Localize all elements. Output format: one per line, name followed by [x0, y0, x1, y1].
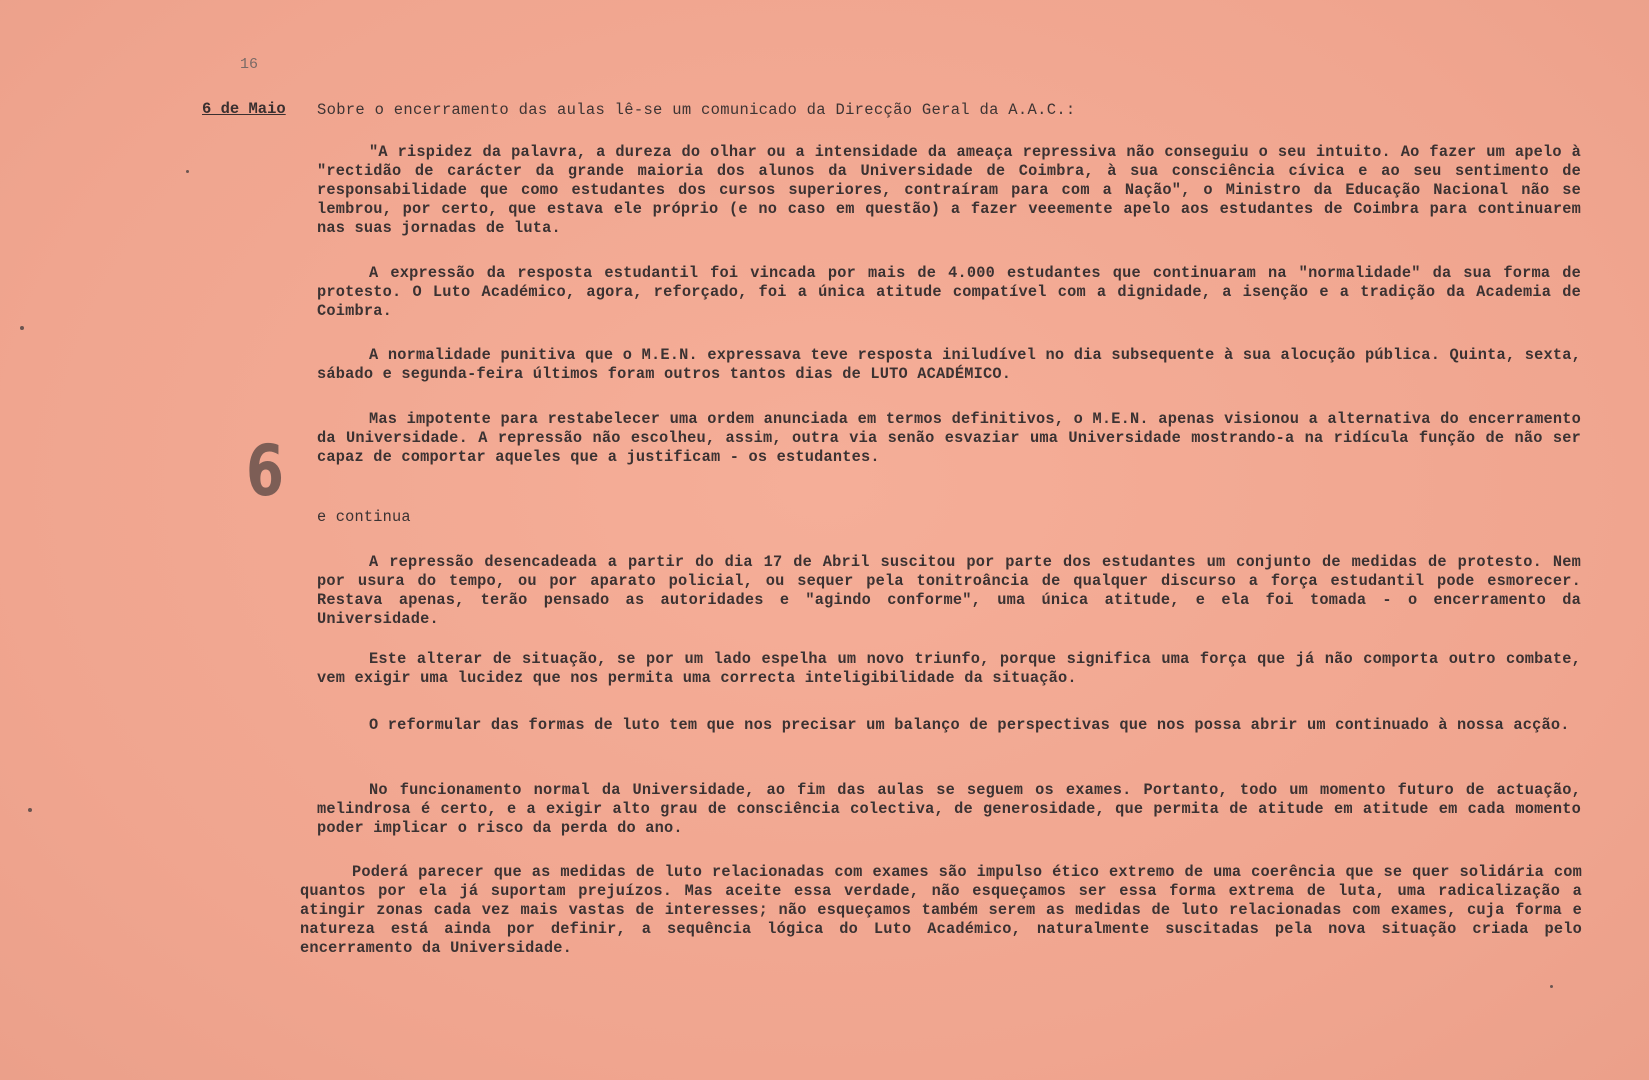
paragraph-5: A repressão desencadeada a partir do dia 17 de Abril suscitou por parte dos estudantes um conjunto de medidas de protesto. Nem por usura do tempo, ou por aparato policial, ou sequer pela tonitroância de qualquer discurso a força estudantil pode esmorecer. Restava apenas, terão pensado as autoridades e "agindo conforme", uma única atitude, e ela foi tomada - o encerramento da Universidade. [317, 553, 1581, 628]
paragraph-4: Mas impotente para restabelecer uma ordem anunciada em termos definitivos, o M.E.N. apenas visionou a alternativa do encerramento da Universidade. A repressão não escolheu, assim, outra via senão esvaziar uma Universidade mostrando-a na ridícula função de não ser capaz de comportar aqueles que a justificam - os estudantes. [317, 410, 1581, 466]
continua-label: e continua [317, 508, 411, 526]
paragraph-6: Este alterar de situação, se por um lado espelha um novo triunfo, porque significa uma força que já não comporta outro combate, vem exigir uma lucidez que nos permita uma correcta inteligibilidade da situação. [317, 650, 1581, 687]
margin-dot [1550, 985, 1553, 988]
date-heading: 6 de Maio [202, 100, 286, 118]
paragraph-3: A normalidade punitiva que o M.E.N. expressava teve resposta iniludível no dia subsequente à sua alocução pública. Quinta, sexta, sábado e segunda-feira últimos foram outros tantos dias de LUTO ACADÉMICO. [317, 346, 1581, 383]
margin-dot [20, 326, 24, 330]
intro-line: Sobre o encerramento das aulas lê-se um comunicado da Direcção Geral da A.A.C.: [317, 101, 1076, 119]
paragraph-2: A expressão da resposta estudantil foi vincada por mais de 4.000 estudantes que continuaram na "normalidade" da sua forma de protesto. O Luto Académico, agora, reforçado, foi a única atitude compatível com a dignidade, a isenção e a tradição da Academia de Coimbra. [317, 264, 1581, 320]
paragraph-7: O reformular das formas de luto tem que nos precisar um balanço de perspectivas que nos possa abrir um continuado à nossa acção. [369, 716, 1570, 734]
page-number: 16 [240, 56, 259, 73]
paragraph-1: "A rispidez da palavra, a dureza do olhar ou a intensidade da ameaça repressiva não conseguiu o seu intuito. Ao fazer um apelo à "rectidão de carácter da grande maioria dos alunos da Universidade de Coimbra, à sua consciência cívica e ao seu sentimento de responsabilidade que como estudantes dos cursos superiores, contraíram para com a Nação", o Ministro da Educação Nacional não se lembrou, por certo, que estava ele próprio (e no caso em questão) a fazer veeemente apelo aos estudantes de Coimbra para continuarem nas suas jornadas de luta. [317, 143, 1581, 237]
section-mark: 6 [246, 430, 285, 512]
paragraph-9: Poderá parecer que as medidas de luto relacionadas com exames são impulso ético extremo de uma coerência que se quer solidária com quantos por ela já suportam prejuízos. Mas aceite essa verdade, não esqueçamos ser essa forma extrema de luta, uma radicalização a atingir zonas cada vez mais vastas de interesses; não esqueçamos também serem as medidas de luto relacionadas com exames, cuja forma e natureza está ainda por definir, a sequência lógica do Luto Académico, naturalmente suscitadas pela nova situação criada pelo encerramento da Universidade. [300, 863, 1582, 957]
margin-dot [186, 170, 189, 173]
margin-dot [28, 808, 32, 812]
paragraph-8: No funcionamento normal da Universidade, ao fim das aulas se seguem os exames. Portanto, todo um momento futuro de actuação, melindrosa é certo, e a exigir alto grau de consciência colectiva, de generosidade, que permita de atitude em atitude em cada momento poder implicar o risco da perda do ano. [317, 781, 1581, 837]
